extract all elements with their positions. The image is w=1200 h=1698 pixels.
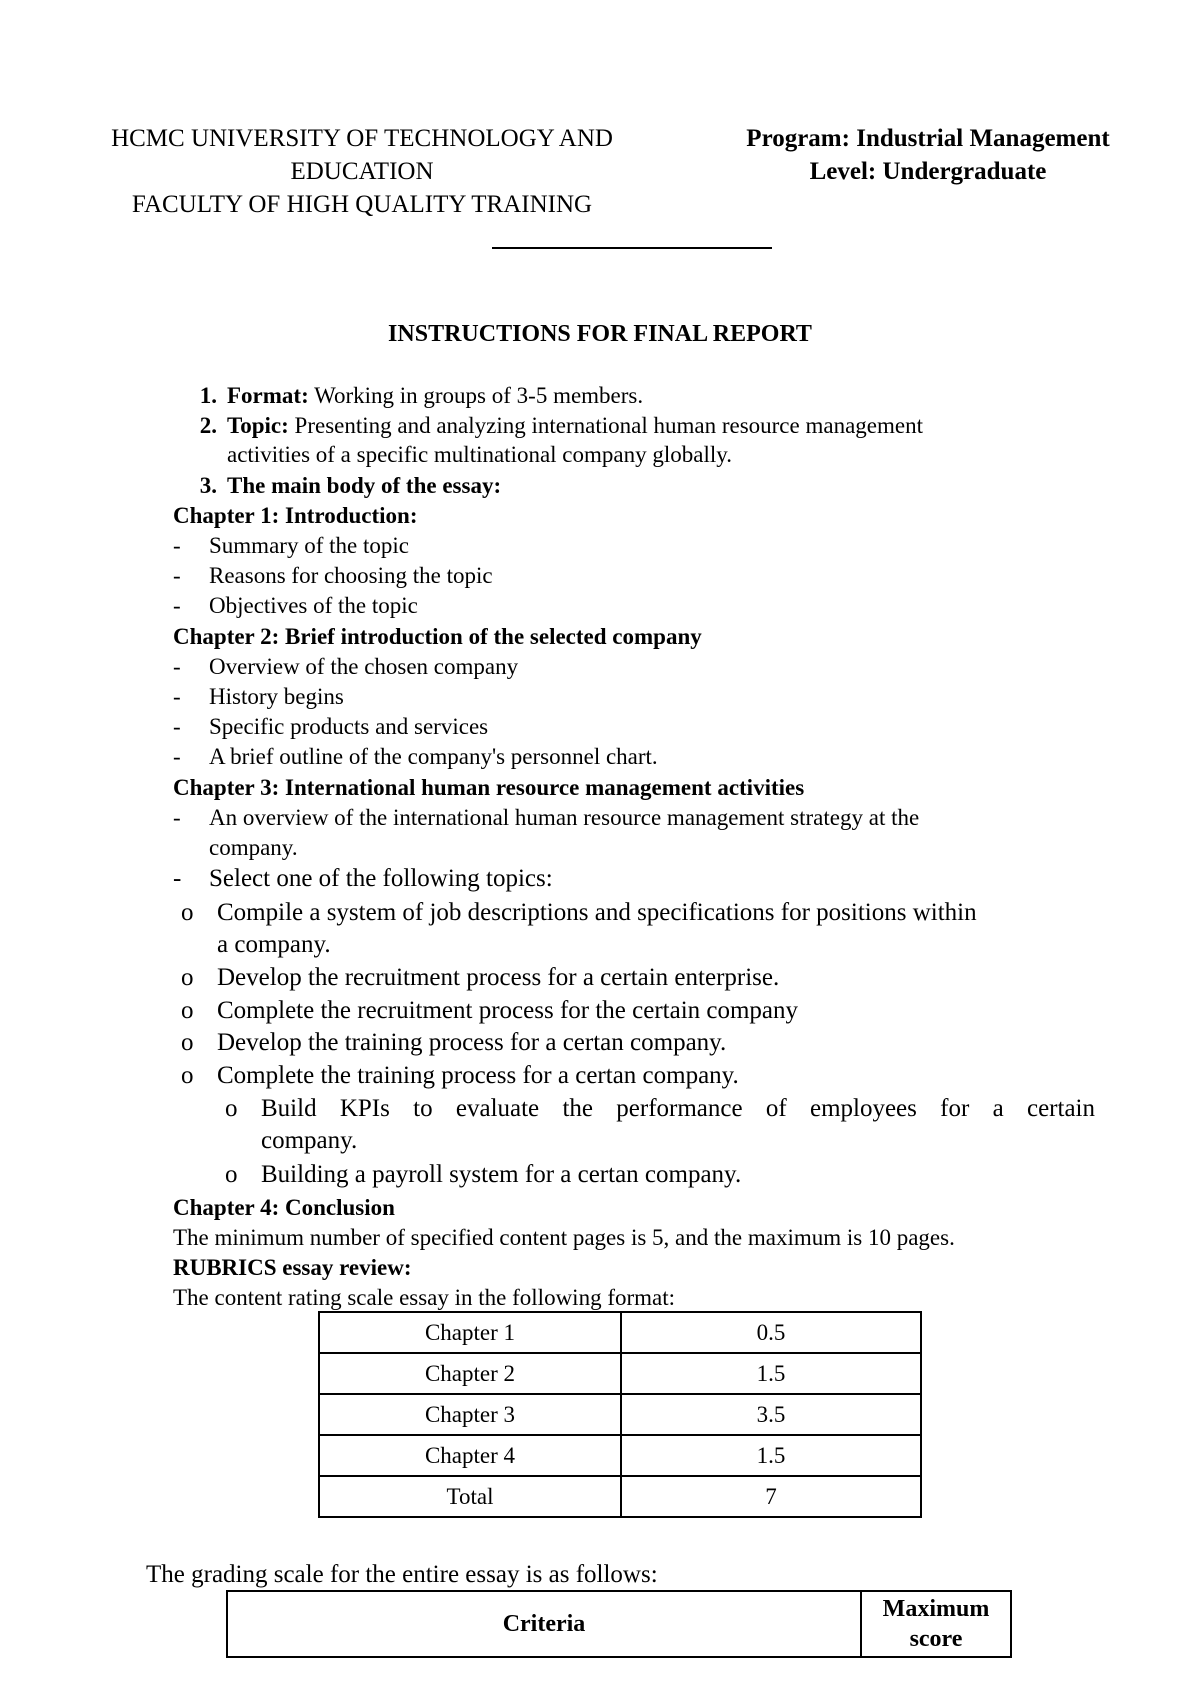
chapter3-bullet: - Select one of the following topics: <box>173 865 553 892</box>
chapter2-heading: Chapter 2: Brief introduction of the selected company <box>173 624 702 649</box>
table-cell-chapter: Chapter 1 <box>319 1312 621 1353</box>
list-item-main-body: 3. The main body of the essay: <box>199 473 502 498</box>
chapter1-bullet: - Objectives of the topic <box>173 593 418 618</box>
university-name-line2: EDUCATION <box>290 158 434 185</box>
topic-option: o Develop the training process for a certan company. <box>181 1029 727 1056</box>
topic-option: o Complete the training process for a certan company. <box>181 1062 739 1089</box>
table-cell-chapter: Chapter 3 <box>319 1394 621 1435</box>
chapter2-bullet: - History begins <box>173 684 344 709</box>
chapter3-bullet-continued: company. <box>209 835 298 860</box>
list-item-topic: 2. Topic: Presenting and analyzing international human resource management <box>199 413 923 438</box>
rubrics-intro: The content rating scale essay in the following format: <box>173 1285 676 1310</box>
chapter1-heading: Chapter 1: Introduction: <box>173 503 418 528</box>
table-cell-score: 3.5 <box>621 1394 921 1435</box>
table-row <box>319 1476 921 1517</box>
program-label: Program: Industrial Management <box>746 125 1110 152</box>
topic-option: o Complete the recruitment process for the certain company <box>181 997 799 1024</box>
topic-option: o Compile a system of job descriptions and specifications for positions within <box>181 899 977 926</box>
level-label: Level: Undergraduate <box>809 158 1047 185</box>
table-row <box>319 1394 921 1435</box>
topic-option: o Develop the recruitment process for a certain enterprise. <box>181 964 780 991</box>
chapter3-heading: Chapter 3: International human resource management activities <box>173 775 805 800</box>
rubrics-table <box>318 1311 922 1518</box>
table-cell-chapter: Chapter 2 <box>319 1353 621 1394</box>
page-count-note: The minimum number of specified content pages is 5, and the maximum is 10 pages. <box>173 1225 955 1250</box>
chapter1-bullet: - Reasons for choosing the topic <box>173 563 493 588</box>
grading-table <box>226 1590 1012 1658</box>
table-row <box>319 1353 921 1394</box>
max-score-header: Maximum score <box>861 1591 1011 1657</box>
chapter2-bullet: - Overview of the chosen company <box>173 654 519 679</box>
chapter2-bullet: - Specific products and services <box>173 714 489 739</box>
rubrics-heading: RUBRICS essay review: <box>173 1255 412 1280</box>
table-cell-chapter: Chapter 4 <box>319 1435 621 1476</box>
chapter1-bullet: - Summary of the topic <box>173 533 409 558</box>
table-cell-score: 1.5 <box>621 1435 921 1476</box>
page-title: INSTRUCTIONS FOR FINAL REPORT <box>388 321 812 347</box>
table-row <box>319 1435 921 1476</box>
table-cell-score: 1.5 <box>621 1353 921 1394</box>
chapter2-bullet: - A brief outline of the company's personnel chart. <box>173 744 658 769</box>
university-name-line1: HCMC UNIVERSITY OF TECHNOLOGY AND <box>111 125 613 152</box>
faculty-name: FACULTY OF HIGH QUALITY TRAINING <box>131 191 593 218</box>
chapter4-heading: Chapter 4: Conclusion <box>173 1195 395 1220</box>
table-header-row <box>227 1591 1011 1657</box>
list-item-format: 1. Format: Working in groups of 3-5 members. <box>199 383 644 408</box>
table-cell-chapter: Total <box>319 1476 621 1517</box>
table-cell-score: 0.5 <box>621 1312 921 1353</box>
list-item-topic-continued: activities of a specific multinational company globally. <box>227 442 733 467</box>
table-cell-score: 7 <box>621 1476 921 1517</box>
sub-topic-option: o Building a payroll system for a certan company. <box>225 1161 742 1188</box>
table-row <box>319 1312 921 1353</box>
chapter3-bullet: - An overview of the international human resource management strategy at the <box>173 805 920 830</box>
criteria-header: Criteria <box>227 1591 861 1657</box>
grading-intro: The grading scale for the entire essay is as follows: <box>146 1561 658 1588</box>
sub-topic-option: o Build KPIs to evaluate the performance of employees for a certain company. <box>225 1095 1095 1154</box>
topic-option-continued: a company. <box>217 931 331 958</box>
